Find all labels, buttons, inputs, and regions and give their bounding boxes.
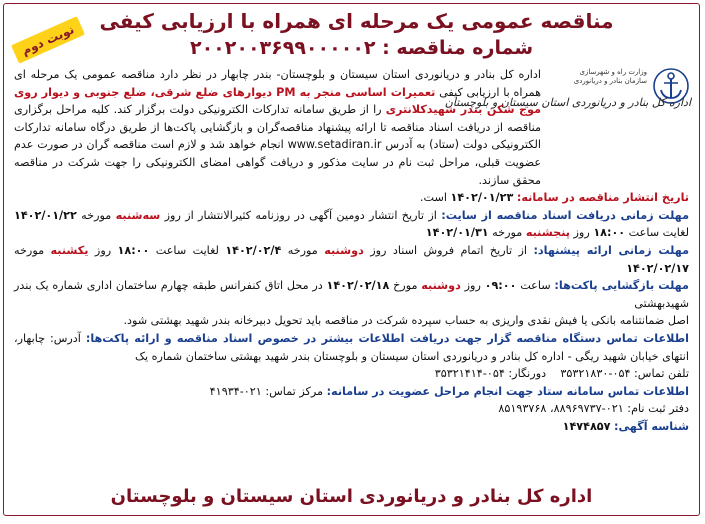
ad-id-line: شناسه آگهی: ۱۴۷۴۸۵۷ <box>562 419 689 433</box>
footer-organization: اداره کل بنادر و دریانوردی استان سیستان و بلوچستان <box>110 486 593 507</box>
opening-line: مهلت بازگشایی پاکت‌ها: ساعت ۰۹:۰۰ روز دوشنبه مورخ ۱۴۰۲/۰۲/۱۸ در محل اتاق کنفرانس طبقه چهارم ساختمان اداری شماره یک بندر شهیدبهشتی <box>14 279 689 310</box>
notice-title: مناقصه عمومی یک مرحله ای همراه با ارزیابی کیفی <box>99 9 614 33</box>
project-title: تعمیرات اساسی منجر به PM دیوارهای ضلع شرقی، ضلع جنوبی و دیوار روی موج شکن بندر شهیدکلانتری <box>14 85 541 117</box>
intro-paragraph: اداره کل بنادر و دریانوردی استان سیستان و بلوچستان- بندر چابهار در نظر دارد مناقصه عمومی یک مرحله ای همراه با ارزیابی کیفی تعمیرات اساسی منجر به PM دیوارهای ضلع شرقی، ضلع جنوبی و دیوار روی موج شکن بندر شهیدکلانتری را از طریق سامانه تدارکات الکترونیکی دولت برگزار کند. کلیه مراحل برگزاری مناقصه از دریافت اسناد مناقصه تا ارائه پیشنهاد مناقصه‌گران و بازگشایی پاکت‌ها از طریق درگاه سامانه تدارکات الکترونیکی دولت (ستاد) به آدرس www.setadiran.ir انجام خواهد شد و لازم است مناقصه گران در صورت عدم عضویت قبلی، مراحل ثبت نام در سایت مذکور و دریافت گواهی امضای الکترونیکی را جهت شرکت در مناقصه محقق سازند. <box>14 68 542 187</box>
tender-number: شماره مناقصه : ۲۰۰۲۰۰۳۶۹۹۰۰۰۰۰۲ <box>189 37 534 59</box>
guarantee-line: اصل ضمانتنامه بانکی یا فیش نقدی واریزی به حساب سپرده شرکت در مناقصه باید تحویل دبیرخانه بندر شهید بهشتی شود. <box>123 314 689 328</box>
submit-deadline-line: مهلت زمانی ارائه پیشنهاد: از تاریخ اتمام فروش اسناد روز دوشنبه مورخه ۱۴۰۲/۰۲/۴ لغایت ساعت ۱۸:۰۰ روز یکشنبه مورخه ۱۴۰۲/۰۲/۱۷ <box>14 243 690 275</box>
setad-contact-line: اطلاعات تماس سامانه ستاد جهت انجام مراحل عضویت در سامانه: مرکز تماس: ۰۲۱-۴۱۹۳۴ دفتر ثبت نام: ۰۲۱-۸۸۹۶۹۷۳۷، ۸۵۱۹۳۷۶۸ <box>209 384 689 416</box>
tender-notice <box>3 3 700 516</box>
second-publication-badge: نوبت دوم <box>11 16 85 63</box>
organization-signature: اداره کل بنادر و دریانوردی استان سیستان و بلوچستان <box>444 96 691 109</box>
notice-body <box>14 66 689 435</box>
publish-date-line: تاریخ انتشار مناقصه در سامانه: ۱۴۰۲/۰۱/۲۳ است. <box>419 191 689 205</box>
contact-line: اطلاعات تماس دستگاه مناقصه گزار جهت دریافت اطلاعات بیشتر در خصوص اسناد مناقصه و ارائه پاکت‌ها: آدرس: چابهار، انتهای خیابان شهید ریگی - اداره کل بنادر و دریانوردی استان سیستان و بلوچستان بندر شهید بهشتی ساختمان شماره یک تلفن تماس: ۰۵۴-۳۵۳۲۱۸۳۰ دورنگار: ۰۵۴-۳۵۳۲۱۴۱۴ <box>14 331 689 381</box>
setad-website-link[interactable]: www.setadiran.ir <box>287 138 382 152</box>
ministry-text: وزارت راه و شهرسازی سازمان بنادر و دریانوردی <box>573 68 647 85</box>
receive-deadline-line: مهلت زمانی دریافت اسناد مناقصه از سایت: از تاریخ انتشار دومین آگهی در روزنامه کثیرالانتشار از روز سه‌شنبه مورخه ۱۴۰۲/۰۱/۲۲ لغایت ساعت ۱۸:۰۰ روز پنجشنبه مورخه ۱۴۰۲/۰۱/۳۱ <box>14 208 689 240</box>
phone-number: تلفن تماس: ۰۵۴-۳۵۳۲۱۸۳۰ <box>560 367 689 381</box>
fax-number: دورنگار: ۰۵۴-۳۵۳۲۱۴۱۴ <box>434 367 547 381</box>
